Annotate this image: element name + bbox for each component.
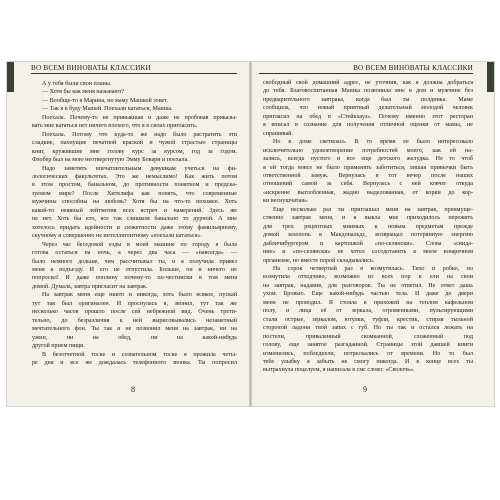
text-line: ре дня и все же дождалась телефонного звонка. Ты попросил <box>32 359 237 366</box>
text-line: изменились, побледнели, потрескались от времени. Но то был <box>263 350 473 357</box>
text-line: полу, и лица её от зеркала, огроменными, пульсирующими <box>263 308 473 315</box>
text-line: ственно завтрак меня, и я выкла мне приходилось пережить <box>263 215 473 222</box>
text-line: для трех рецептных мнимых к новым предметам прежде <box>263 223 473 230</box>
text-line: Надо заметить впечатлительным девушкам учеться на фи- <box>42 165 237 172</box>
text-line: мечтательного фон. Ты так и не позвонил меня на завтрак, ни на <box>32 326 237 333</box>
text-line: Флобер был на мою неотвергнутую Эмму Бовари и поехала. <box>32 157 189 164</box>
text-line: — Хотя бы как меня называют? <box>42 89 125 96</box>
text-line: спрашивай. <box>263 130 293 137</box>
text-line: свободный свой домашний адрес, не уточнив, как я должна добраться <box>263 80 473 86</box>
text-line: ухом. Бровью. Еще какой-нибудь частью тела. И даже до двери <box>263 291 473 298</box>
page-body <box>32 80 237 367</box>
text-line: вать мне кататься нет ничего плохого, что я в силах пригласить. <box>32 123 198 130</box>
text-line: домой. Думала, завтра пригласит на завтрак. <box>32 283 148 290</box>
text-line: дабличибургером и картошкой «по-селянски». Слова «свида- <box>263 240 473 247</box>
text-line: книг, кружившие мне голову курс за курсом, год за годом. <box>32 148 237 155</box>
text-line: лологических факультетах. Это же немыслимо! Как жить потом <box>32 173 237 180</box>
open-book <box>7 62 494 406</box>
text-line: зались, всегда пустого и все еще детского желудка. Не то чтоб <box>263 156 473 163</box>
text-line: домой захолопь в Макдональдс, возвращал потерянную энергию <box>263 232 473 239</box>
text-line: Через час беседовой езды в моей машине по городу я была <box>42 241 237 248</box>
text-line: А у тебя были свои планы. <box>42 81 112 87</box>
text-line: ние» и «по-селянски» не хотел сосодотавить в моем юнаречном <box>263 249 473 256</box>
text-line: мужчины способны на любовь? Хотя бы на что-то похожее. Хоть <box>32 199 237 206</box>
text-line: тебе улыбку я забыть не смогу никогда. И в конце всех ты <box>263 358 473 365</box>
text-line: меня не проводил. Я стояла в прихожей на теплом кафельном <box>263 299 473 306</box>
text-line: пригласил на обед в «Стейкхауз». Почему именно этот ресторан <box>263 113 473 120</box>
text-line: — Вообще-то я Марина, но маму Машкой зовет. <box>42 97 168 104</box>
text-line: скучному и совершенно не интеллигентному «поехали кататься». <box>32 233 203 240</box>
text-line: Поехала. Потому что куда-то же надо было растратить эти <box>42 131 237 138</box>
text-line: ужин, ни на обед, ни на какой-нибудь <box>32 334 237 341</box>
text-line: На сорок четвертый раз я возмутилась. Тихо и робко, но <box>273 265 473 272</box>
text-line: Еще несколько раз ты приглашал меня на завтрак, преимуще- <box>273 206 473 213</box>
text-line: предварительного завтрака, когда был ты полдника. Маме <box>263 96 473 103</box>
text-line: другой прием пищи. <box>32 343 85 350</box>
text-line: я ей тогда вовсе не было применять заботиться, лишая привычки быть <box>263 164 473 171</box>
text-line: В безотчетной тоске и созвательном тоске я прожила четы- <box>42 351 237 358</box>
text-line: было немного дольше, чем рассчитывал ты, и я получила привез <box>32 258 237 265</box>
text-line: Но в доме светилась. В то время ее было интересовало <box>273 139 473 146</box>
text-line: зуемом мире? После Хитклифа как понять, что современные <box>32 190 237 197</box>
text-line: голову, еще занятое разгаданной. Страницы этой давшей книги <box>263 342 473 349</box>
left-page <box>7 62 247 406</box>
text-line: сообщила, что новый приятный делательный молодой человек <box>263 105 473 112</box>
text-line: до тебя. Благовоспитанная Машка позвонила мне в дом и мужчине без <box>263 88 473 95</box>
text-line: возмутила отходчиво, возможно из всех пор к ели на свои <box>263 274 473 281</box>
page-number: 9 <box>363 385 367 394</box>
text-line: стали острые, зеркалом, ютулки, туфли, крестик, стирая тыльной <box>263 316 473 323</box>
text-line: попросил! И даже поплину почему-то по-честински в том меня <box>32 275 237 282</box>
text-line: Поехала. Почему-то не привыкшая и даже не пробовав приказы- <box>42 114 237 121</box>
text-line: исключительно удовлетворение потребностей моего, как ей на- <box>263 147 473 154</box>
text-line: организме, но вместе порой складывались. <box>263 257 375 264</box>
page-body <box>263 79 473 375</box>
text-line: я вписал в сознание для получения отличной оценки от мамы, не <box>263 122 473 129</box>
text-line: «искренне выглобленная, жадно выделованная, от корки до кор- <box>263 189 473 196</box>
text-line: стороной ладони твой запах с губ. Но ты так и остался лежать на <box>263 325 473 332</box>
text-line: не нет. Хоть бы кто, все так слишком банально то дурной. А мне <box>32 216 237 223</box>
text-line: тельно, до безразличия к ней вырисовывались незаметный <box>32 317 237 324</box>
running-header: ВО ВСЕМ ВИНОВАТЫ КЛАССИКИ <box>259 64 473 74</box>
text-line: вытрахнула поцелуем, я написала в смс слово: «Сволочь». <box>263 367 415 374</box>
text-line: в этом простом, банальном, до противности понятном и предска- <box>32 182 237 189</box>
page-number: 8 <box>131 385 135 394</box>
text-line: ки веснушчатая». <box>263 198 309 205</box>
text-line: — Так я в буду Машей. Поехали кататься, Машка. <box>42 106 173 113</box>
text-line: на завтрак, надавив, для разговоров. Ты не ответил. Не ответ дашь <box>263 282 473 289</box>
text-line: меня к подъезду. И его не отпустила. Больше, он и ничего не <box>32 266 237 273</box>
text-line: ответственной замуж. Вернулась в тот вечер после наших <box>263 172 473 179</box>
text-line: сладкие, пахнущие печатной краской и чужой страстью страницы <box>32 140 237 147</box>
text-line: тут так был оригинален. И проснулась я, звонил, тут так же <box>32 300 237 307</box>
text-line: готова остаться на ночь, а через два часа — «навсегда» — <box>32 250 237 257</box>
text-line: На завтрак меня еще никто и никогда, хоть было всякое, пускай <box>42 292 237 299</box>
right-page <box>253 62 493 406</box>
text-line: постели, приваленный скомканной, сложенный под <box>263 333 473 340</box>
text-line: несколько часов прошло после сей небрежной вид. Очень трети- <box>32 309 237 316</box>
text-line: отношений самой за себя. Вернулась с ней ковчег откуда <box>263 181 473 188</box>
text-line: хотелось придать идейности и сюжетности даже этому фамильярному, <box>32 224 237 231</box>
running-header: ВО ВСЕМ ВИНОВАТЫ КЛАССИКИ <box>31 64 237 74</box>
text-line: какой-то неявный лейтмотив всех встреч и намерений. Здесь же <box>32 207 237 214</box>
book-spine <box>249 62 252 406</box>
